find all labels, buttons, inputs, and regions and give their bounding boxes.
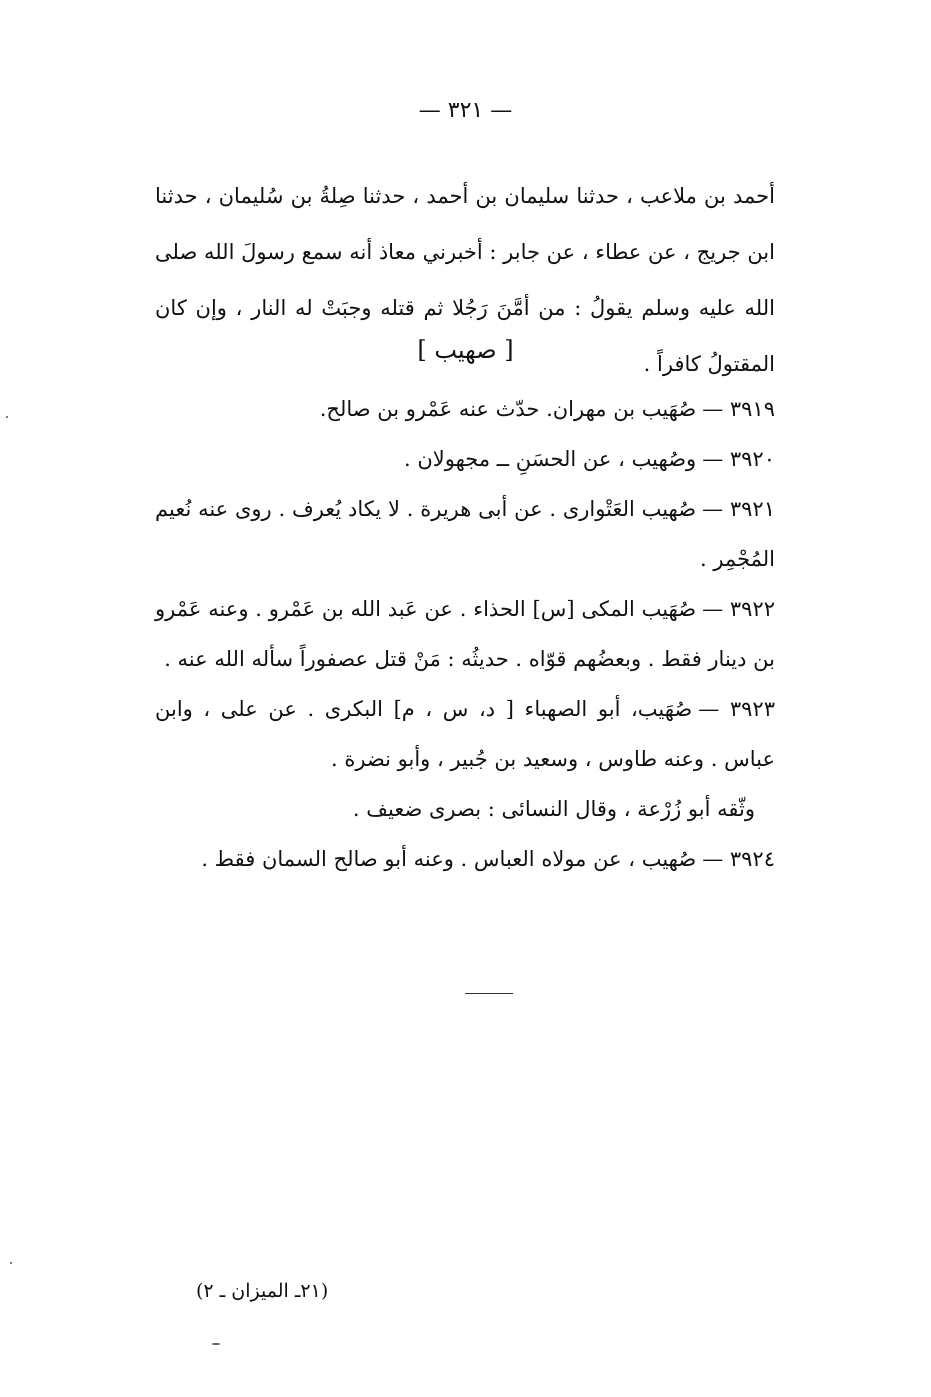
entry-text: صُهَيب بن مهران. حدّث عنه عَمْرو بن صالح. bbox=[319, 397, 697, 421]
section-heading: [ صهيب ] bbox=[417, 336, 514, 364]
entry-text: صُهيب ، عن مولاه العباس . وعنه أبو صالح السمان فقط . bbox=[201, 847, 697, 871]
entry-number: ٣٩١٩ — bbox=[702, 397, 775, 421]
entry-3920 bbox=[155, 434, 775, 484]
page-number: — ٣٢١ — bbox=[418, 98, 513, 123]
section-divider bbox=[465, 993, 513, 994]
entry-text: صُهَيب المكى [س] الحذاء . عن عَبد الله بن عَمْرو . وعنه عَمْرو بن دينار فقط . وبعضُهم قوّاه . حديثُه : مَنْ قتل عصفوراً سأله الله عنه . bbox=[155, 597, 775, 671]
entry-number: ٣٩٢٢ — bbox=[702, 597, 775, 621]
signature-mark: (٢١ـ الميزان ـ ٢) bbox=[196, 1280, 329, 1302]
entry-3922 bbox=[155, 584, 775, 684]
scan-speck bbox=[212, 1343, 220, 1345]
entry-3921 bbox=[155, 484, 775, 584]
scan-speck bbox=[10, 1262, 12, 1264]
entry-text: صُهَيب، أبو الصهباء [ د، س ، م] البكرى . عن على ، وابن عباس . وعنه طاوس ، وسعيد بن جُبير ، وأبو نضرة . bbox=[155, 697, 775, 771]
entry-number: ٣٩٢٤ — bbox=[702, 847, 775, 871]
entry-text: وصُهيب ، عن الحسَنِ ــ مجهولان . bbox=[404, 447, 697, 471]
entry-3923-note bbox=[155, 784, 775, 834]
entry-number: ٣٩٢١ — bbox=[702, 497, 775, 521]
entry-3924 bbox=[155, 834, 775, 884]
entry-3919 bbox=[155, 384, 775, 434]
entry-number: ٣٩٢٣ — bbox=[698, 697, 775, 721]
scan-speck bbox=[6, 416, 8, 418]
entries-list bbox=[155, 384, 775, 884]
entry-number: ٣٩٢٠ — bbox=[702, 447, 775, 471]
entry-3923 bbox=[155, 684, 775, 784]
entry-text: صُهيب العَتْوارى . عن أبى هريرة . لا يكاد يُعرف . روى عنه نُعيم المُجْمِر . bbox=[155, 497, 775, 571]
intro-paragraph: أحمد بن ملاعب ، حدثنا سليمان بن أحمد ، حدثنا صِلةُ بن سُليمان ، حدثنا ابن جريج ، عن عطاء ، عن جابر : أخبرني معاذ أنه سمع رسولَ الله صلى الله عليه وسلم يقولُ : من أمَّنَ رَجُلا ثم قتله وجبَتْ له النار ، وإن كان المقتولُ كافراً . bbox=[155, 184, 775, 376]
entry-text: وثّقه أبو زُرْعة ، وقال النسائى : بصرى ضعيف . bbox=[352, 797, 755, 821]
